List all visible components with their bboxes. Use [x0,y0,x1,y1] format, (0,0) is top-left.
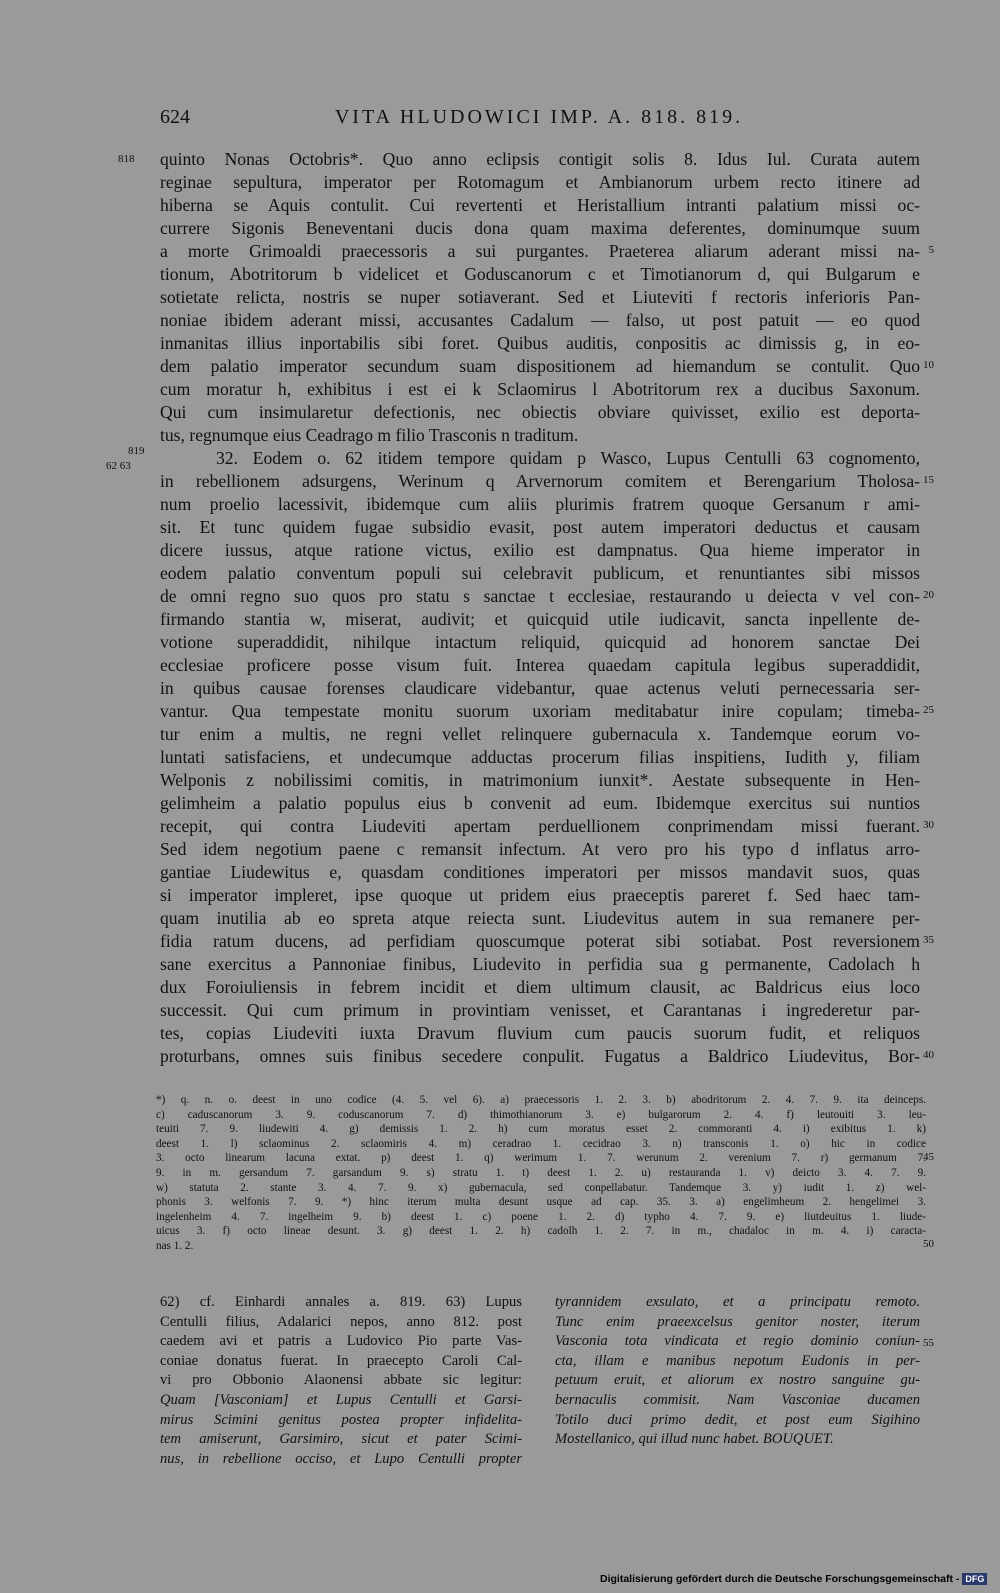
footnote-line: Centulli filius, Adalarici nepos, anno 812. post [160,1313,522,1330]
footnote-line: petuum eruit, et aliorum ex nostro sanguine gu- [555,1372,920,1389]
running-title: VITA HLUDOWICI IMP. A. 818. 819. [334,106,744,128]
text-line: fidia ratum ducens, ad perfidiam quoscumque poterat sibi sotiabat. Post reversionem [160,931,920,951]
text-line: eodem palatio conventum populi sui celebravit publicum, et renuntiantes sibi missos [160,563,920,583]
margin-year: 819 [128,445,145,457]
text-line: sane exercitus a Pannoniae finibus, Liudevito in perfidia sua g permanente, Cadolach h [160,954,920,974]
text-line: inmanitas illius inportabilis sibi foret. Quibus auditis, conpositis ac dimissis g, in eo- [160,333,920,353]
line-number: 15 [923,474,934,486]
line-number: 55 [923,1337,934,1349]
page-header [160,106,918,132]
text-line: recepit, qui contra Liudeviti apertam perduellionem conprimendam missi fuerant. [160,816,920,836]
page-number: 624 [160,106,190,128]
apparatus-line: phonis 3. welfonis 7. 9. *) hinc iterum multa desunt usque ad cap. 35. 3. a) engelimheum 2. hengelimei 3. [156,1196,926,1209]
text-line: sit. Et tunc quidem fugae subsidio evasit, post autem imperatori deductus et causam [160,517,920,537]
chapter-start-line: 32. Eodem o. 62 itidem tempore quidam p Wasco, Lupus Centulli 63 cognomento, [216,448,920,468]
line-number: 30 [923,819,934,831]
apparatus-line: uicus 3. f) octo lineae desunt. 3. g) deest 1. 2. h) cadolh 1. 2. 7. in m., chadaloc in m. 4. i) caracta- [156,1225,926,1238]
line-number: 35 [923,934,934,946]
text-line: Sed idem negotium paene c remansit infectum. At vero pro his typo d inflatus arro- [160,839,920,859]
footnote-line: mirus Scimini genitus postea propter infidelita- [160,1411,522,1428]
text-line: votione superaddidit, nihilque intactum reliquid, quicquid ad honorem sanctae Dei [160,632,920,652]
text-line: tionum, Abotritorum b videlicet et Goduscanorum c et Timotianorum d, qui Bulgarum e [160,264,920,284]
text-line: tes, copias Liudeviti iuxta Dravum fluvium cum paucis suorum fudit, et reliquos [160,1023,920,1043]
footnote-line: Quam [Vasconiam] et Lupus Centulli et Garsi- [160,1391,522,1408]
apparatus-line: ingelenheim 4. 7. ingelheim 9. b) deest 1. c) poene 1. 2. d) typho 4. 7. 9. e) liutdeuitus 1. liude- [156,1210,926,1223]
text-line: num proelio lacessivit, ibidemque cum aliis plurimis fratrem quoque Gersanum r ami- [160,494,920,514]
apparatus-line: w) statuta 2. stante 3. 4. 7. 9. x) gubernacula, sed conpellabatur. Tandemque 3. y) iudit 1. z) wel- [156,1181,926,1194]
line-number: 10 [923,359,934,371]
footnote-line: nus, in rebellione occiso, et Lupo Centulli propter [160,1450,522,1467]
margin-note-refs: 62 63 [106,460,131,472]
footnotes-left-column [160,1293,522,1469]
text-line: gantiae Liudewitus e, quasdam conditiones imperatori per missos mandavit suos, quas [160,862,920,882]
margin-year: 818 [118,153,135,165]
text-line: sotietate relicta, nostris se nuper sotiaverant. Sed et Liuteviti f rectoris inferioris Pan- [160,287,920,307]
text-line: a morte Grimoaldi praecessoris a sui purgantes. Praeterea aliarum aderant missi na- [160,241,920,261]
line-number: 25 [923,704,934,716]
text-line: tus, regnumque eius Ceadrago m filio Trasconis n traditum. [160,425,579,445]
line-number: 20 [923,589,934,601]
footnote-line: 62) cf. Einhardi annales a. 819. 63) Lupus [160,1294,522,1310]
text-line: firmando stantia w, miserat, audivit; et quicquid utile iudicavit, sancta inpellente de- [160,609,920,629]
line-number: 5 [928,244,934,256]
text-line: quam inutilia ab eo spreta atque reiecta sunt. Liudevitus autem in sua remanere per- [160,908,920,928]
text-line: cum moratur h, exhibitus i est ei k Sclaomirus l Abotritorum rex a ducibus Saxonum. [160,379,920,399]
text-line: quinto Nonas Octobris*. Quo anno eclipsis contigit solis 8. Idus Iul. Curata autem [160,149,920,169]
text-line: si imperator impleret, ipse quoque ut pridem eius praeceptis pareret f. Sed haec tam- [160,885,920,905]
text-line: gelimheim a palatio populus eius b convenit ad eum. Ibidemque exercitus sui nuntios [160,793,920,813]
critical-apparatus [156,1093,926,1254]
footnote-line: Mostellanico, qui illud nunc habet. BOUQUET. [555,1431,834,1448]
apparatus-line: teuiti 7. 9. liudewiti 4. g) demissis 1. 2. h) cum moratus esset 2. commoranti 4. i) exibitus 1. k) [156,1123,926,1136]
apparatus-line: 3. octo linearum lacuna extat. p) deest 1. q) werimum 1. 7. werunum 2. verenium 7. r) germanum 7. [156,1152,926,1165]
footnote-line: Totilo duci primo dedit, et post eum Sigihino [555,1411,920,1428]
footnote-line: caedem avi et patris a Ludovico Pio parte Vas- [160,1333,522,1350]
footnote-line: tyrannidem exsulato, et a principatu remoto. [555,1294,920,1310]
dfg-logo: DFG [962,1573,987,1585]
text-line: Welponis z nobilissimi comitis, in matrimonium iunxit*. Aestate subsequente in Hen- [160,770,920,790]
footnote-line: coniae donatus fuerat. In praecepto Caroli Cal- [160,1352,522,1369]
footnotes-right-column [555,1293,920,1450]
apparatus-line: deest 1. l) sclaominus 2. sclaomiris 4. m) ceradrao 1. cecidrao 3. n) transconis 1. o) hic in codice [156,1137,926,1150]
apparatus-line: c) caduscanorum 3. 9. coduscanorum 7. d) thimothianorum 3. e) bulgarorum 2. 4. f) leutouiti 3. leu- [156,1108,926,1121]
text-line: hiberna se Aquis contulit. Cui revertenti et Heristallium intranti palatium missi oc- [160,195,920,215]
text-line: de omni regno suo quos pro statu s sanctae t ecclesiae, restaurando u deiecta v vel con- [160,586,920,606]
text-line: dicere iussus, atque ratione victus, exilio est dampnatus. Qua hieme imperator in [160,540,920,560]
apparatus-line: *) q. n. o. deest in uno codice (4. 5. vel 6). a) praecessoris 1. 2. 3. b) abodritorum 2. 4. 7. 9. ita deinceps. [156,1094,926,1106]
footnote-line: cta, illam e manibus nepotum Eudonis in per- [555,1352,920,1369]
text-line: dux Foroiuliensis in febrem incidit et diem ultimum clausit, ac Baldricus eius loco [160,977,920,997]
credit-text: Digitalisierung gefördert durch die Deutsche Forschungsgemeinschaft - [600,1573,960,1585]
apparatus-line: 9. in m. gersandum 7. garsandum 9. s) stratu 1. t) deest 1. 2. u) restauranda 1. v) deicto 3. 4. 7. 9. [156,1166,926,1179]
text-line: reginae sepultura, imperator per Rotomagum et Ambianorum urbem recto itinere ad [160,172,920,192]
digitization-credit [600,1573,987,1585]
footnote-line: Tunc enim praeexcelsus genitor noster, iterum [555,1313,920,1330]
apparatus-line: nas 1. 2. [156,1239,194,1252]
text-line: Qui cum insimularetur defectionis, nec obiectis obviare quivisset, exilio est deporta- [160,402,920,422]
text-line: in rebellionem adsurgens, Werinum q Arvernorum comitem et Berengarium Tholosa- [160,471,920,491]
text-line: tur enim a multis, ne regni vellet relinquere gubernacula x. Tandemque eorum vo- [160,724,920,744]
text-line: dem palatio imperator secundum suam dispositionem ad hiemandum se contulit. Quo [160,356,920,376]
footnote-line: tem amiserunt, Garsimiro, sicut et pater Scimi- [160,1431,522,1448]
line-number: 50 [923,1238,934,1250]
text-line: luntati satisfaciens, et undecumque adductas procerum filias inspitiens, Iudith y, filiam [160,747,920,767]
text-line: in quibus causae forenses claudicare videbantur, quae actenus veluti pernecessaria ser- [160,678,920,698]
footnote-line: bernaculis commisit. Nam Vasconiae ducamen [555,1391,920,1408]
footnote-line: vi pro Obbonio Alaonensi abbate sic legitur: [160,1372,522,1389]
text-line: currere Sigonis Beneventani ducis dona quam maxima deferentes, dominumque suum [160,218,920,238]
text-line: noniae ibidem aderant missi, accusantes Cadalum — falso, ut post patuit — eo quod [160,310,920,330]
text-line: vantur. Qua tempestate monitu suorum uxoriam meditabatur inire copulam; timeba- [160,701,920,721]
footnote-line: Vasconia tota vindicata et regio dominio coniun- [555,1333,920,1350]
text-line: successit. Qui cum primum in provintiam venisset, et Carantanas i ingrederetur par- [160,1000,920,1020]
line-number: 40 [923,1049,934,1061]
main-text [160,148,920,1068]
text-line: proturbans, omnes suis finibus secedere conpulit. Fugatus a Baldrico Liudevitus, Bor- [160,1046,920,1066]
text-line: ecclesiae proficere posse visum fuit. Interea quaedam capitula legibus superaddidit, [160,655,920,675]
line-number: 45 [923,1151,934,1163]
